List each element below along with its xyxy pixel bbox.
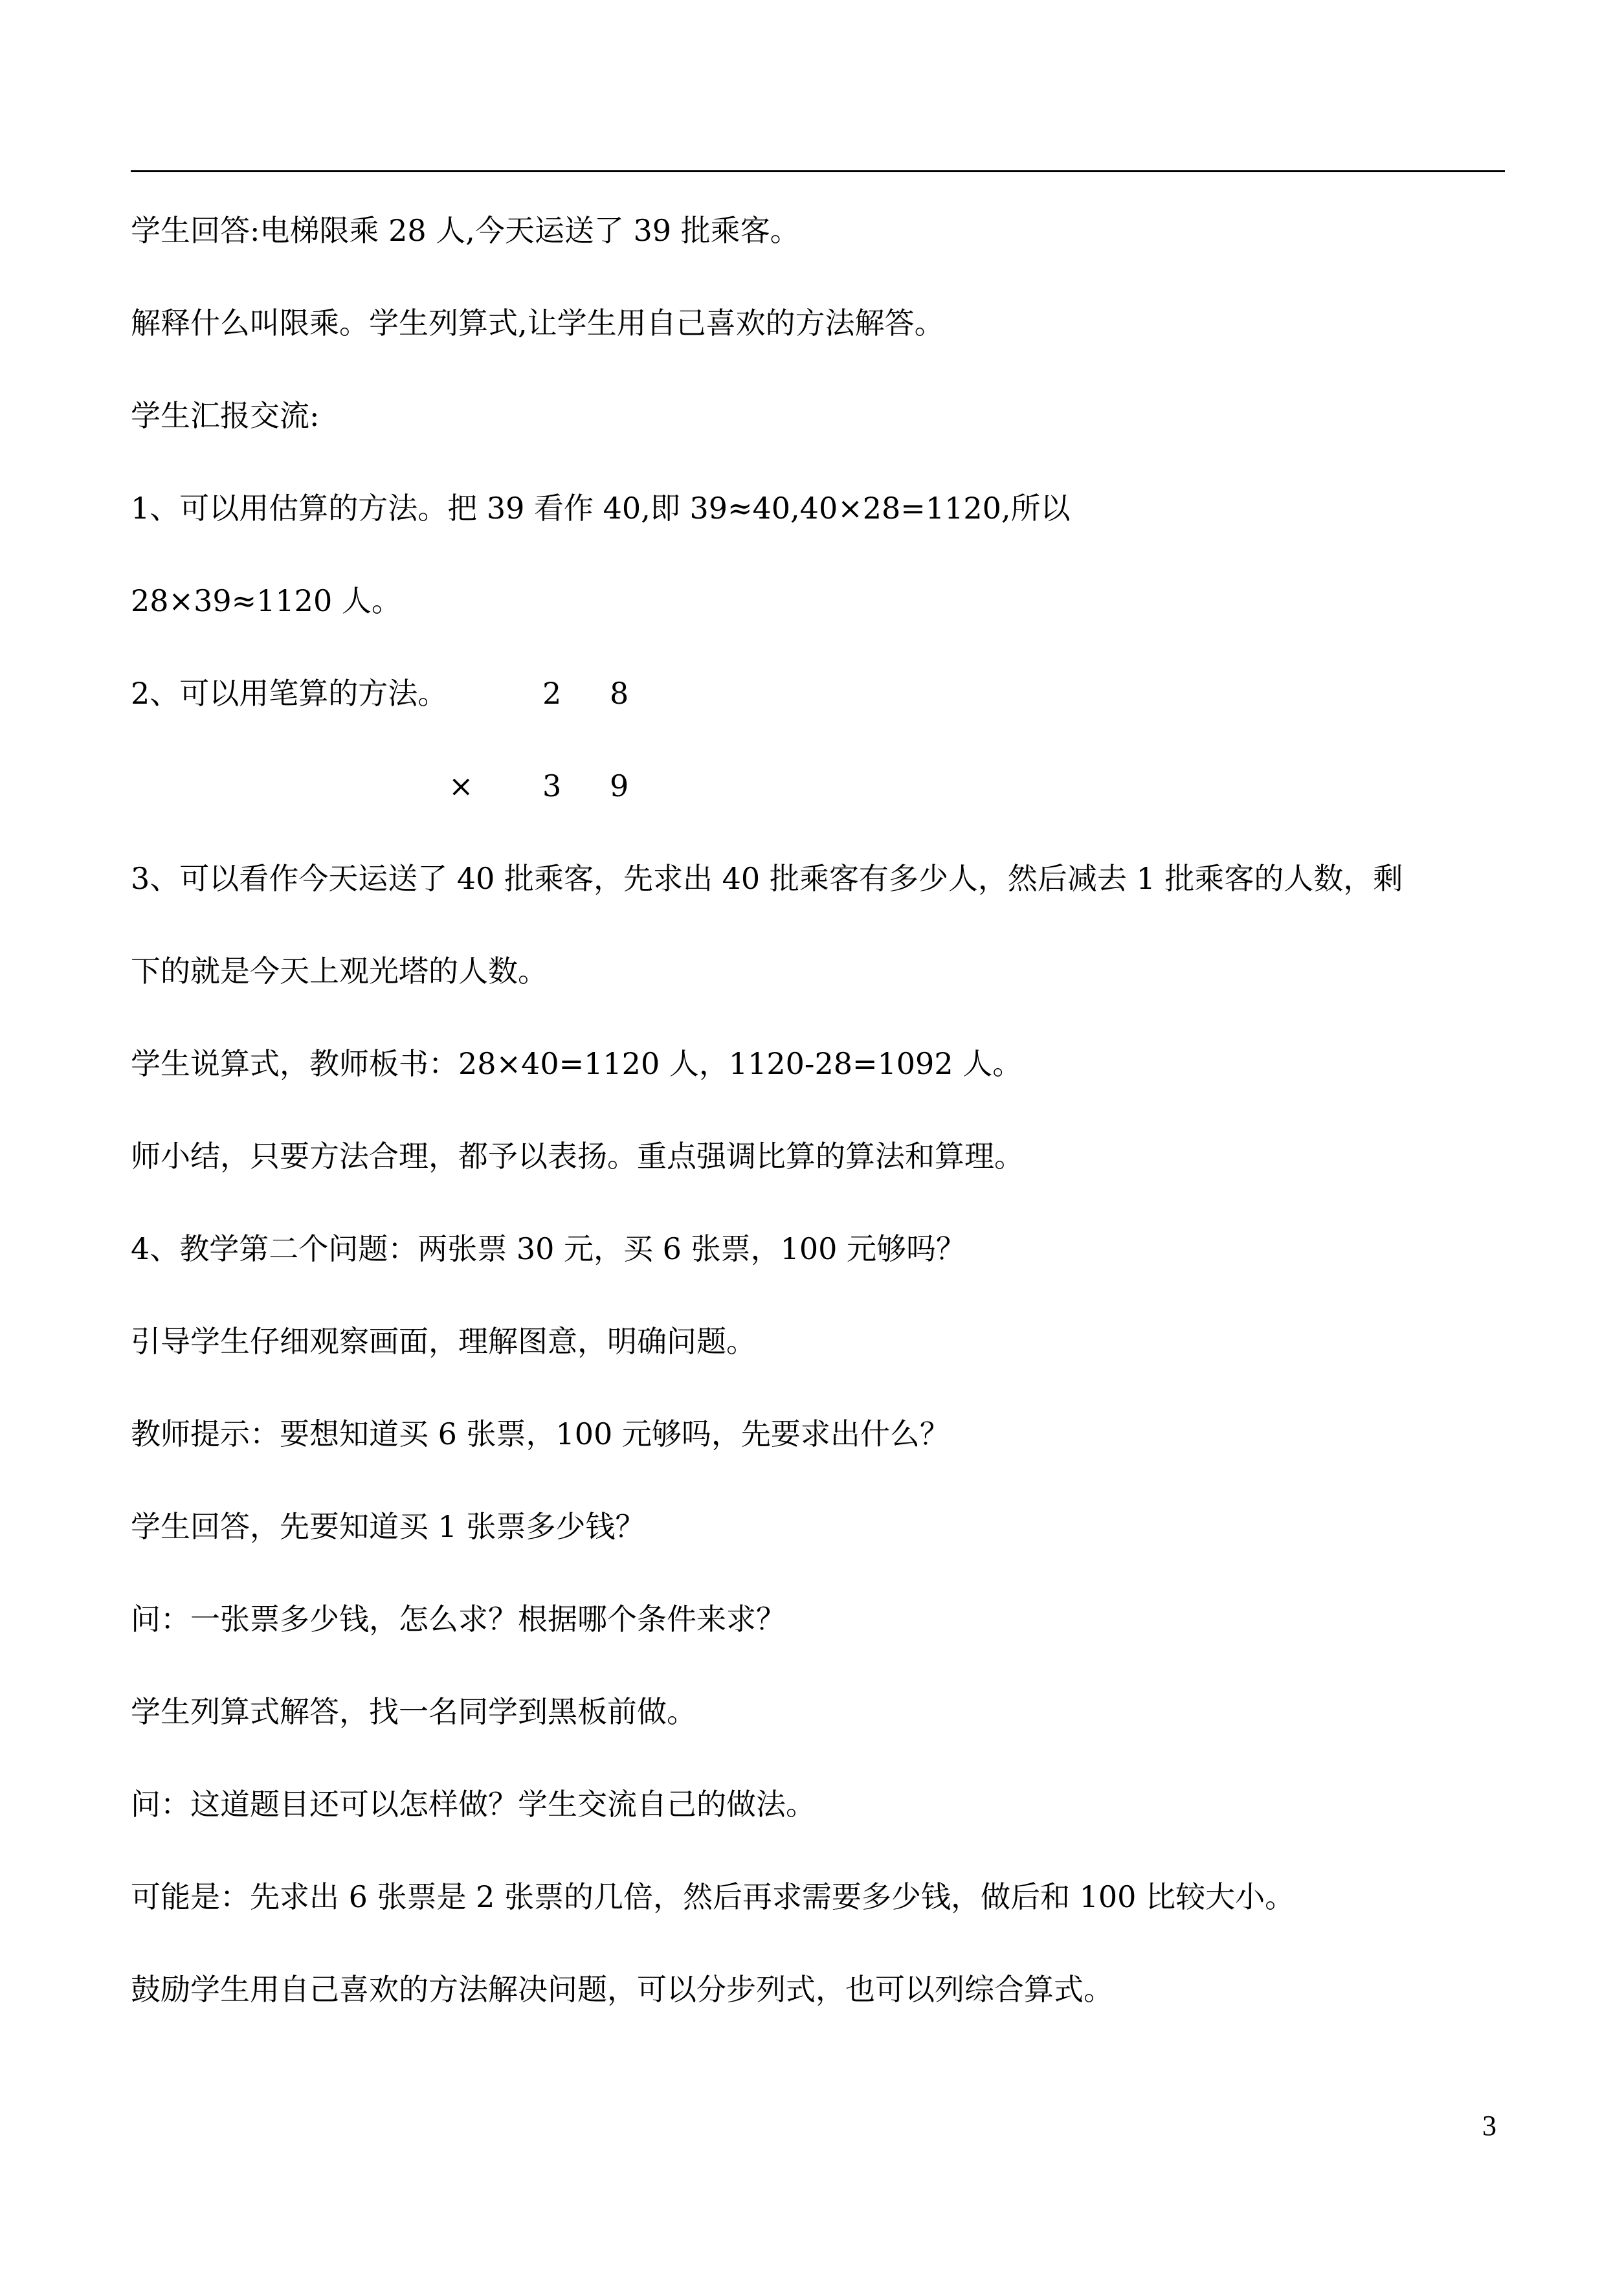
text-line-4: 1、可以用估算的方法。把 39 看作 40,即 39≈40,40×28=1120,所以 (131, 491, 1071, 526)
text-line-9: 学生说算式，教师板书：28×40=1120 人，1120-28=1092 人。 (131, 1046, 1023, 1081)
text-line-14: 学生回答，先要知道买 1 张票多少钱？ (131, 1509, 645, 1544)
text-line-2: 解释什么叫限乘。学生列算式,让学生用自己喜欢的方法解答。 (131, 306, 944, 341)
page-number: 3 (1482, 2110, 1496, 2142)
text-line-10: 师小结，只要方法合理，都予以表扬。重点强调比算的算法和算理。 (131, 1139, 1024, 1174)
text-line-12: 引导学生仔细观察画面，理解图意，明确问题。 (131, 1324, 756, 1359)
text-line-18: 可能是：先求出 6 张票是 2 张票的几倍，然后再求需要多少钱，做后和 100 比较大小。 (131, 1879, 1295, 1914)
text-line-15: 问：一张票多少钱，怎么求？根据哪个条件来求？ (131, 1602, 786, 1637)
text-line-1: 学生回答:电梯限乘 28 人,今天运送了 39 批乘客。 (131, 213, 800, 248)
text-line-13: 教师提示：要想知道买 6 张票，100 元够吗，先要求出什么？ (131, 1416, 950, 1451)
text-line-6: 2、可以用笔算的方法。 (131, 676, 448, 711)
header-rule (131, 170, 1505, 172)
text-line-19: 鼓励学生用自己喜欢的方法解决问题，可以分步列式，也可以列综合算式。 (131, 1972, 1113, 2007)
text-line-8: 下的就是今天上观光塔的人数。 (131, 954, 548, 989)
text-line-3: 学生汇报交流: (131, 398, 320, 433)
calc-top-digit-1: 2 (542, 676, 562, 711)
text-line-17: 问：这道题目还可以怎样做？学生交流自己的做法。 (131, 1787, 816, 1822)
text-line-5: 28×39≈1120 人。 (131, 583, 401, 618)
calc-top-digit-2: 8 (610, 676, 629, 711)
calc-bottom-digit-1: 3 (542, 768, 562, 803)
calc-operator: × (449, 768, 474, 803)
text-line-11: 4、教学第二个问题：两张票 30 元，买 6 张票，100 元够吗？ (131, 1231, 966, 1266)
text-line-16: 学生列算式解答，找一名同学到黑板前做。 (131, 1694, 696, 1729)
text-line-7: 3、可以看作今天运送了 40 批乘客，先求出 40 批乘客有多少人，然后减去 1 批乘客的人数，剩 (131, 861, 1403, 896)
calc-bottom-digit-2: 9 (610, 768, 629, 803)
